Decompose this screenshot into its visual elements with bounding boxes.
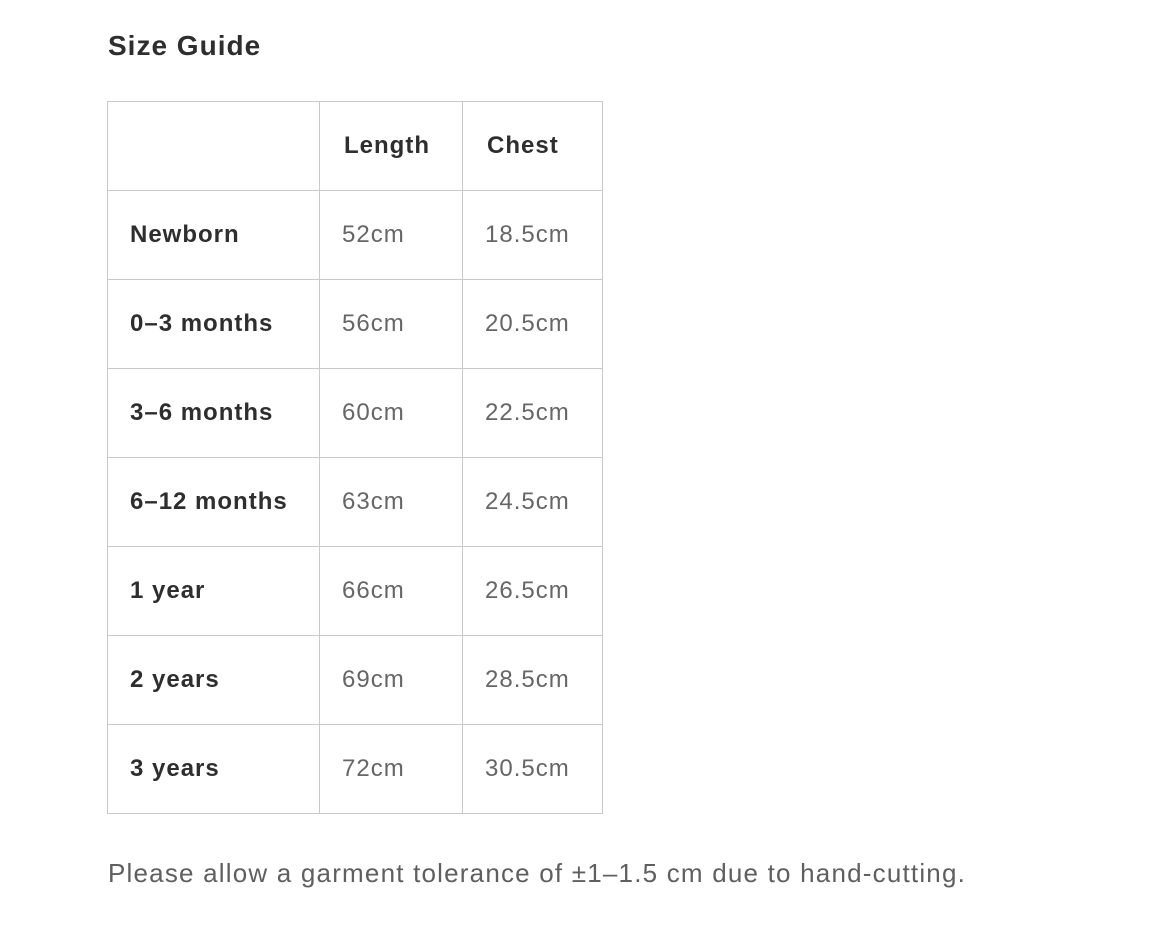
- table-row: [108, 369, 603, 458]
- length-value: 56cm: [320, 280, 463, 369]
- length-value: 66cm: [320, 547, 463, 636]
- chest-value: 26.5cm: [463, 547, 603, 636]
- size-label: 3–6 months: [108, 369, 320, 458]
- size-label: 0–3 months: [108, 280, 320, 369]
- length-value: 52cm: [320, 191, 463, 280]
- column-header-chest: Chest: [463, 102, 603, 191]
- table-row: [108, 725, 603, 814]
- table-row: [108, 636, 603, 725]
- table-corner-cell: [108, 102, 320, 191]
- size-label: 1 year: [108, 547, 320, 636]
- table-row: [108, 547, 603, 636]
- length-value: 63cm: [320, 458, 463, 547]
- column-header-length: Length: [320, 102, 463, 191]
- size-label: 6–12 months: [108, 458, 320, 547]
- size-label: 2 years: [108, 636, 320, 725]
- size-guide-table: [107, 101, 603, 814]
- length-value: 72cm: [320, 725, 463, 814]
- length-value: 69cm: [320, 636, 463, 725]
- chest-value: 18.5cm: [463, 191, 603, 280]
- page-title: Size Guide: [108, 30, 262, 61]
- chest-value: 28.5cm: [463, 636, 603, 725]
- size-label: Newborn: [108, 191, 320, 280]
- length-value: 60cm: [320, 369, 463, 458]
- size-label: 3 years: [108, 725, 320, 814]
- table-row: [108, 458, 603, 547]
- chest-value: 24.5cm: [463, 458, 603, 547]
- table-header-row: [108, 102, 603, 191]
- chest-value: 22.5cm: [463, 369, 603, 458]
- tolerance-note: Please allow a garment tolerance of ±1–1.5 cm due to hand-cutting.: [108, 858, 967, 888]
- table-row: [108, 280, 603, 369]
- chest-value: 20.5cm: [463, 280, 603, 369]
- table-row: [108, 191, 603, 280]
- chest-value: 30.5cm: [463, 725, 603, 814]
